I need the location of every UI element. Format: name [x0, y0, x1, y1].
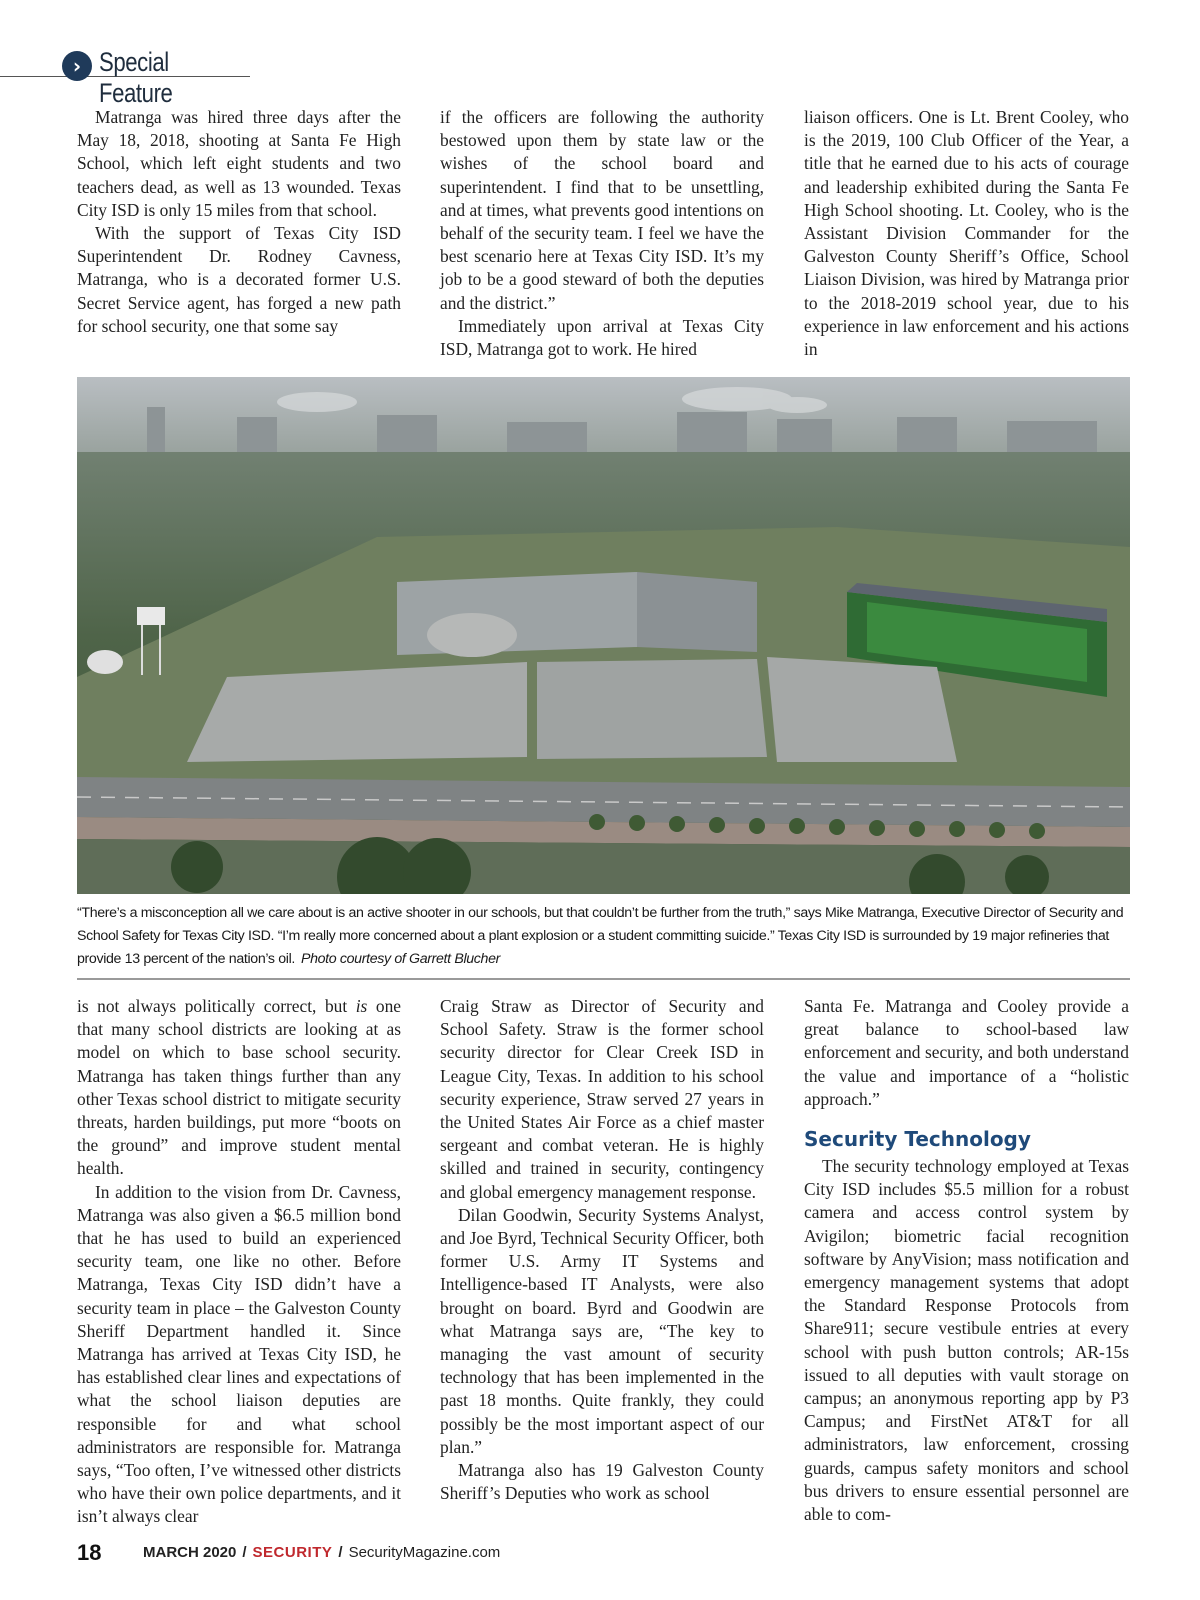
paragraph: if the officers are following the authority bestowed upon them by state law or the wishes of the school board and superintendent. I find that to be unsettling, and at times, what prevents good intentions on behalf of the security team. I feel we have the best scenario here at Texas City ISD. It’s my job to be a good steward of both the deputies and the district.”: [440, 107, 764, 313]
section-header: [0, 44, 255, 108]
aerial-photo-texas-city-isd: [77, 377, 1130, 894]
magazine-brand: SECURITY: [252, 1544, 333, 1561]
text-run: one that many school districts are looking at as model on which to base school security. Matranga has taken things further than any other Texas school district to mitigate security threats, harden buildings, put more “boots on the ground” and improve student mental health.: [77, 996, 401, 1179]
page-number: 18: [77, 1540, 102, 1565]
paragraph: liaison officers. One is Lt. Brent Cooley, who is the 2019, 100 Club Officer of the Year, a title that he earned due to his acts of courage and leadership exhibited during the Santa Fe High School shooting. Lt. Cooley, who is the Assistant Division Commander for the Galveston County Sheriff’s Office, School Liaison Division, was hired by Matranga prior to the 2018-2019 school year, due to his experience in law enforcement and his actions in: [804, 107, 1129, 360]
paragraph: Craig Straw as Director of Security and School Safety. Straw is the former school security director for Clear Creek ISD in League City, Texas. In addition to his school security experience, Straw served 27 years in the United States Air Force as a chief master sergeant and combat veteran. He is highly skilled and trained in security, contingency and global emergency management response.: [440, 996, 764, 1202]
top-column-3: [804, 106, 1129, 366]
paragraph: The security technology employed at Texas City ISD includes $5.5 million for a robust camera and access control system by Avigilon; biometric facial recognition software by AnyVision; mass notification and emergency management systems that adopt the Standard Response Protocols from Share911; secure vestibule entries at every school with push button controls; AR-15s issued to all deputies with vault storage on campus; an anonymous reporting app by P3 Campus; and FirstNet AT&T for all administrators, law enforcement, crossing guards, campus safety monitors and school bus drivers to ensure essential personnel are able to com-: [804, 1156, 1129, 1525]
bottom-column-1: [77, 995, 401, 1547]
photo-credit: Photo courtesy of Garrett Blucher: [300, 951, 500, 967]
paragraph: In addition to the vision from Dr. Cavness, Matranga was also given a $6.5 million bond that he has used to build an experienced security team, one like no other. Before Matranga, Texas City ISD didn’t have a security team in place – the Galveston County Sheriff Department handled it. Since Matranga has arrived at Texas City ISD, he has established clear lines and expectations of what the school liaison deputies are responsible for and what school administrators are responsible for. Matranga says, “Too often, I’ve witnessed other districts who have their own police departments, and it isn’t always clear: [77, 1181, 401, 1527]
paragraph: Dilan Goodwin, Security Systems Analyst, and Joe Byrd, Technical Security Officer, both former U.S. Army IT Systems and Intelligence-based IT Analysts, were also brought on board. Byrd and Goodwin are what Matranga says are, “The key to managing the vast amount of security technology that has been implemented in the past 18 months. Quite frankly, they could possibly be the most important aspect of our plan.”: [440, 1204, 764, 1457]
paragraph: Santa Fe. Matranga and Cooley provide a great balance to school-based law enforcement and security, and both understand the value and importance of a “holistic approach.”: [804, 996, 1129, 1109]
top-column-1: [77, 106, 401, 366]
paragraph: Matranga also has 19 Galveston County Sheriff’s Deputies who work as school: [440, 1460, 764, 1504]
emphasis: is: [355, 996, 368, 1016]
bottom-column-2: [440, 995, 764, 1547]
chevron-right-icon: ›: [62, 51, 92, 81]
subheading: Security Technology: [804, 1127, 1031, 1152]
paragraph: [77, 995, 401, 1181]
section-title: Special Feature: [99, 47, 173, 108]
top-column-2: [440, 106, 764, 366]
bottom-column-3: [804, 995, 1129, 1547]
photo-caption: [77, 902, 1130, 971]
footer-line: MARCH 2020 / SECURITY / SecurityMagazine.com: [143, 1544, 501, 1561]
issue-date: MARCH 2020: [143, 1544, 237, 1561]
text-run: is not always politically correct, but: [77, 996, 356, 1016]
caption-rule: [77, 978, 1130, 980]
caption-text: “There’s a misconception all we care about is an active shooter in our schools, but that couldn’t be further from the truth,” says Mike Matranga, Executive Director of Security and School Safety for Texas City ISD. “I’m really more concerned about a plant explosion or a student committing suicide.” Texas City ISD is surrounded by 19 major refineries that provide 13 percent of the nation’s oil.: [77, 905, 1124, 967]
paragraph: With the support of Texas City ISD Superintendent Dr. Rodney Cavness, Matranga, who is a decorated former U.S. Secret Service agent, has forged a new path for school security, one that some say: [77, 223, 401, 336]
website-link[interactable]: SecurityMagazine.com: [348, 1544, 501, 1561]
paragraph: Immediately upon arrival at Texas City ISD, Matranga got to work. He hired: [440, 315, 764, 360]
paragraph: Matranga was hired three days after the May 18, 2018, shooting at Santa Fe High School, which left eight students and two teachers dead, as well as 13 wounded. Texas City ISD is only 15 miles from that school.: [77, 107, 401, 220]
